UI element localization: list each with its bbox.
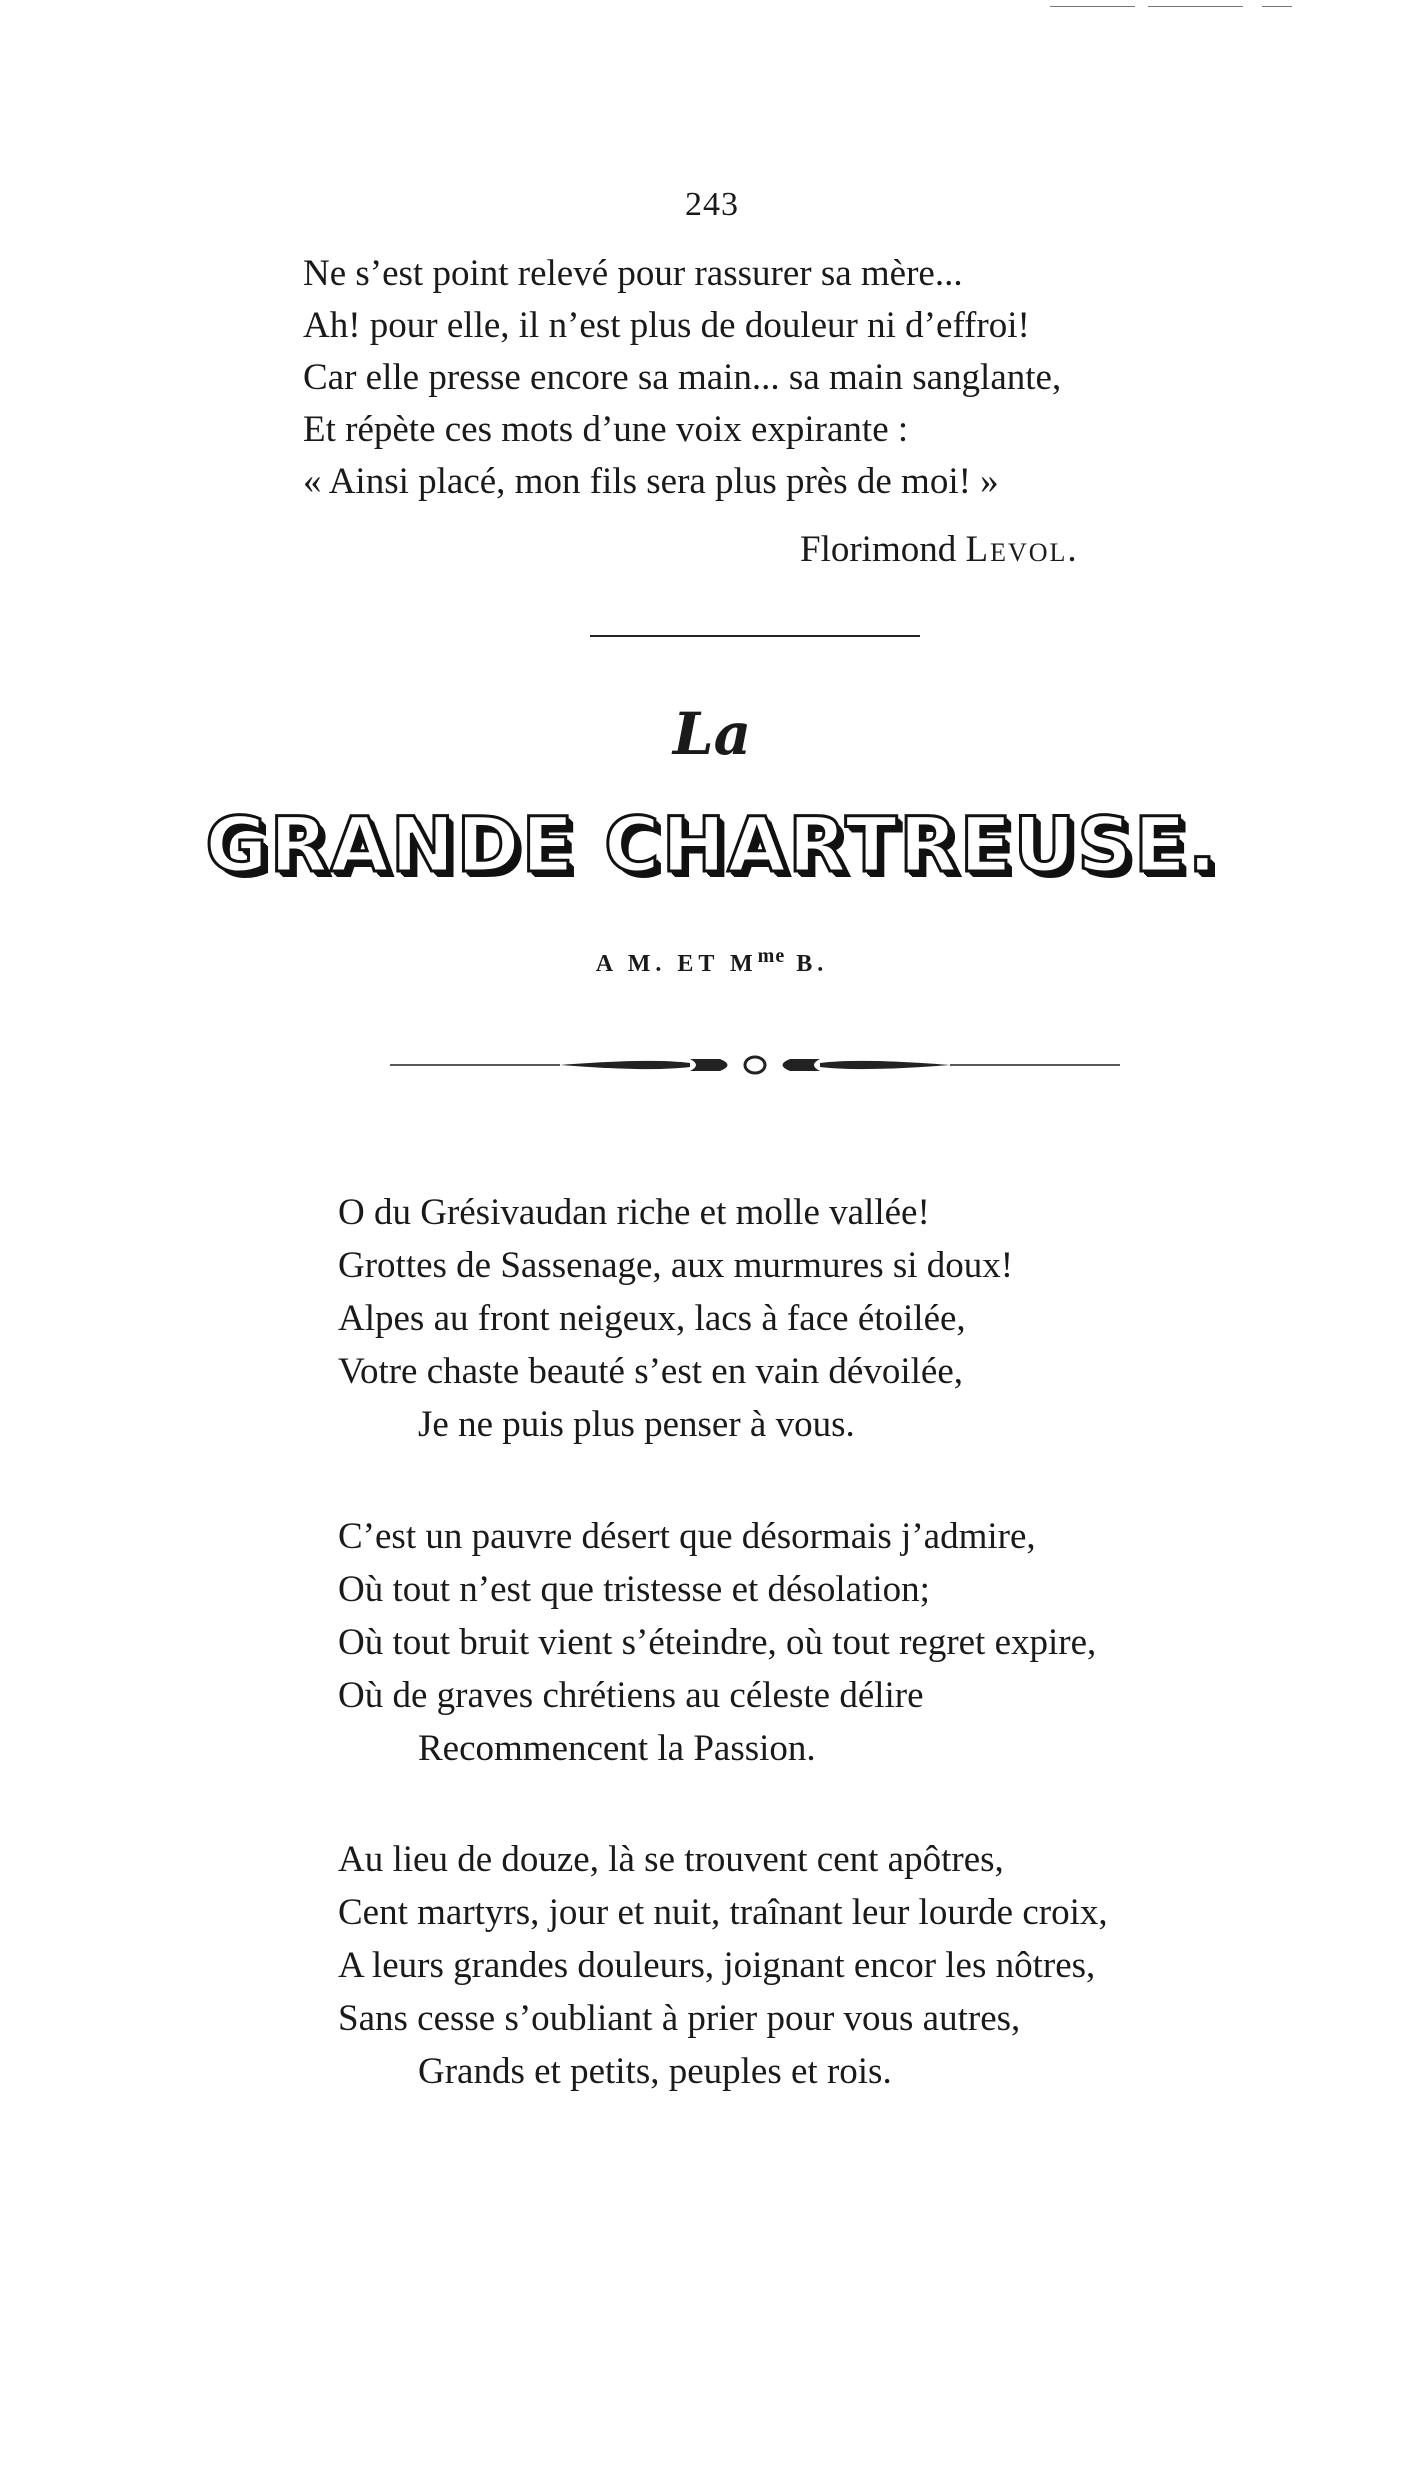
poem-line: Car elle presse encore sa main... sa main sanglante, [303,357,1062,398]
poem-line: Sans cesse s’oubliant à prier pour vous autres, [338,1998,1021,2039]
author-first-name: Florimond [800,529,957,570]
stanza-1 [338,1186,1013,1451]
stanza-3 [338,1833,1108,2098]
poem-line: Et répète ces mots d’une voix expirante : [303,409,909,450]
poem-line-refrain: Recommencent la Passion. [418,1728,816,1769]
poem-line: O du Grésivaudan riche et molle vallée! [338,1192,930,1233]
dedication-suffix: B. [785,951,829,977]
poem-line: Où tout bruit vient s’éteindre, où tout regret expire, [338,1622,1097,1663]
poem-line: Où de graves chrétiens au céleste délire [338,1675,924,1716]
poem-line: Ne s’est point relevé pour rassurer sa mère... [303,253,963,294]
section-divider [590,635,920,637]
ornamental-rule [390,1050,1120,1080]
poem-title-text: GRANDE CHARTREUSE. [205,800,1219,889]
author-last-name: Levol. [965,529,1079,570]
poem-line: C’est un pauvre désert que désormais j’admire, [338,1516,1036,1557]
corner-mark [1148,6,1243,7]
poem-line: A leurs grandes douleurs, joignant encor les nôtres, [338,1945,1096,1986]
poem-title [0,800,1424,889]
poem-line: Ah! pour elle, il n’est plus de douleur ni d’effroi! [303,305,1030,346]
poem-line: Alpes au front neigeux, lacs à face étoilée, [338,1298,966,1339]
dedication [0,945,1424,978]
dedication-prefix: A M. ET M [595,951,758,977]
author-signature [800,528,1079,571]
poem-line: Au lieu de douze, là se trouvent cent apôtres, [338,1839,1004,1880]
title-article: La [672,700,752,768]
poem-line-refrain: Je ne puis plus penser à vous. [418,1404,855,1445]
poem-line: Grottes de Sassenage, aux murmures si doux! [338,1245,1014,1286]
previous-poem-ending [303,248,1061,508]
poem-line: « Ainsi placé, mon fils sera plus près de moi! » [303,461,999,502]
poem-line: Cent martyrs, jour et nuit, traînant leur lourde croix, [338,1892,1108,1933]
stanza-2 [338,1510,1096,1775]
poem-line: Votre chaste beauté s’est en vain dévoilée, [338,1351,963,1392]
poem-line: Où tout n’est que tristesse et désolation; [338,1569,930,1610]
poem-line-refrain: Grands et petits, peuples et rois. [418,2051,892,2092]
dedication-superscript: me [757,945,786,967]
corner-mark [1050,6,1135,7]
corner-mark [1262,6,1292,7]
page-number: 243 [685,186,739,223]
